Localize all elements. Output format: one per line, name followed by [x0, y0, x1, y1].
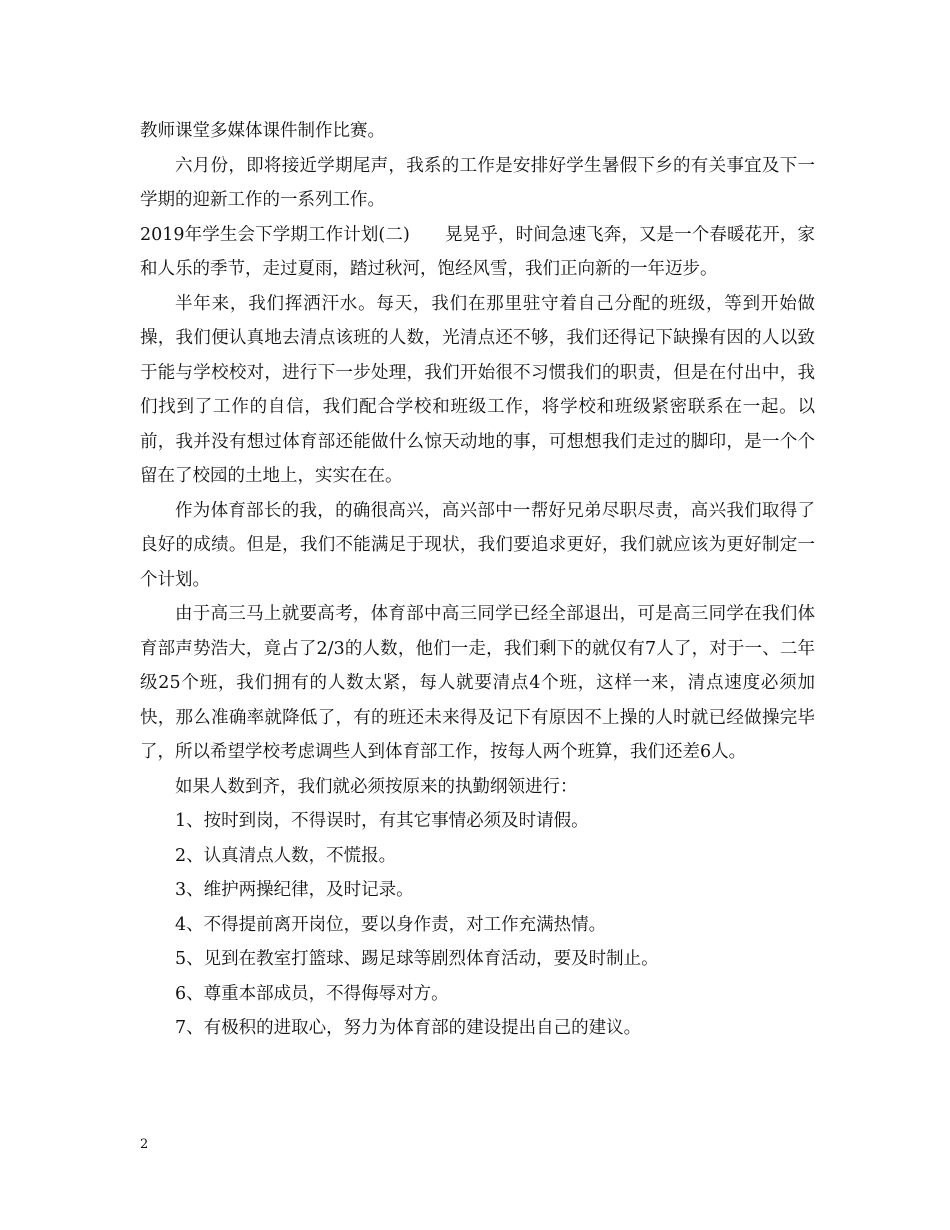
document-body	[140, 114, 815, 1046]
paragraph: 如果人数到齐，我们就必须按原来的执勤纲领进行：	[175, 776, 578, 797]
list-item: 4、不得提前离开岗位，要以身作责，对工作充满热情。	[175, 914, 607, 935]
page-number: 2	[140, 1137, 149, 1152]
paragraph: 2019年学生会下学期工作计划(二) 晃晃乎，时间急速飞奔，又是一个春暖花开，家和人乐的季节，走过夏雨，踏过秋河，饱经风雪，我们正向新的一年迈步。	[140, 224, 815, 279]
paragraph: 作为体育部长的我，的确很高兴，高兴部中一帮好兄弟尽职尽责，高兴我们取得了良好的成绩。但是，我们不能满足于现状，我们要追求更好，我们就应该为更好制定一个计划。	[140, 500, 815, 590]
paragraph: 教师课堂多媒体课件制作比赛。	[140, 121, 385, 141]
list-item: 3、维护两操纪律，及时记录。	[175, 880, 414, 900]
paragraph: 由于高三马上就要高考，体育部中高三同学已经全部退出，可是高三同学在我们体育部声势浩大，竟占了2/3的人数，他们一走，我们剩下的就仅有7人了，对于一、二年级25个班，我们拥有的人数太紧，每人就要清点4个班，这样一来，清点速度必须加快，那么准确率就降低了，有的班还未来得及记下有原因不上操的人时就已经做操完毕了，所以希望学校考虑调些人到体育部工作，按每人两个班算，我们还差6人。	[140, 604, 815, 762]
paragraph: 六月份，即将接近学期尾声，我系的工作是安排好学生暑假下乡的有关事宜及下一学期的迎新工作的一系列工作。	[140, 155, 815, 210]
list-item: 1、按时到岗，不得误时，有其它事情必须及时请假。	[175, 811, 589, 831]
paragraph: 半年来，我们挥洒汗水。每天，我们在那里驻守着自己分配的班级，等到开始做操，我们便认真地去清点该班的人数，光清点还不够，我们还得记下缺操有因的人以致于能与学校校对，进行下一步处理，我们开始很不习惯我们的职责，但是在付出中，我们找到了工作的自信，我们配合学校和班级工作，将学校和班级紧密联系在一起。以前，我并没有想过体育部还能做什么惊天动地的事，可想想我们走过的脚印，是一个个留在了校园的土地上，实实在在。	[140, 293, 815, 486]
list-item: 6、尊重本部成员，不得侮辱对方。	[175, 983, 449, 1004]
list-item: 5、见到在教室打篮球、踢足球等剧烈体育活动，要及时制止。	[175, 949, 659, 969]
list-item: 2、认真清点人数，不慌报。	[175, 845, 397, 866]
list-item: 7、有极积的进取心，努力为体育部的建设提出自己的建议。	[175, 1018, 642, 1038]
